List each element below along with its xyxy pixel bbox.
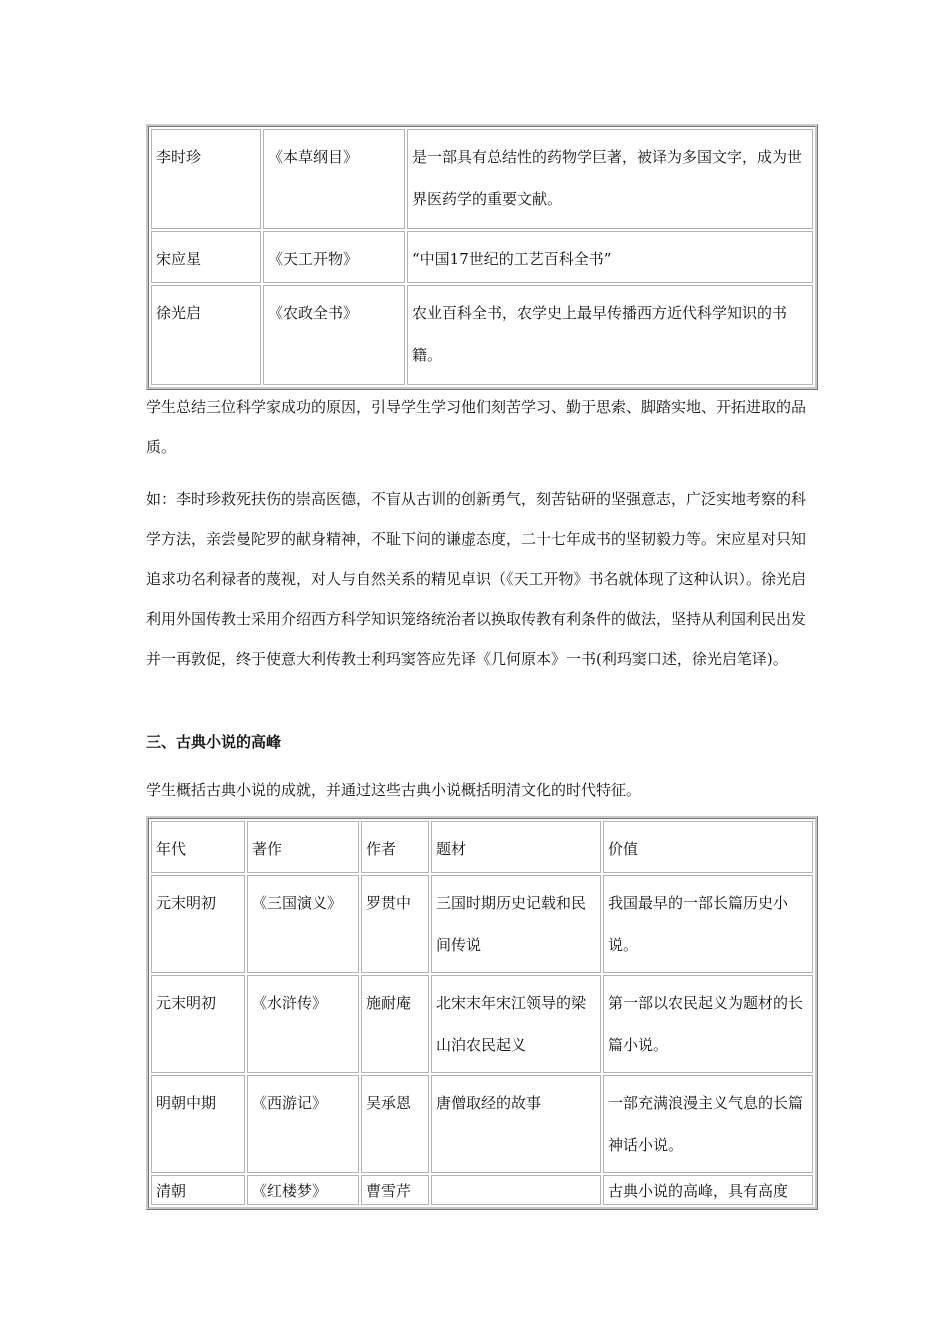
author-text: 曹雪芹 xyxy=(366,1182,412,1200)
scientists-table xyxy=(146,124,818,390)
novels-table xyxy=(146,816,818,1210)
work-description: 农业百科全书，农学史上最早传播西方近代科学知识的书籍。 xyxy=(407,285,813,385)
author-cell: 施耐庵 xyxy=(361,975,429,1073)
section-heading: 三、古典小说的高峰 xyxy=(146,733,282,751)
author-cell: 吴承恩 xyxy=(361,1075,429,1173)
work-cell: 《水浒传》 xyxy=(247,975,359,1073)
intro-paragraph: 学生概括古典小说的成就，并通过这些古典小说概括明清文化的时代特征。 xyxy=(146,781,642,799)
theme-cell: 三国时期历史记载和民间传说 xyxy=(431,875,601,973)
era-cell: 元末明初 xyxy=(151,975,245,1073)
era-cell xyxy=(151,1175,245,1205)
scientist-name: 徐光启 xyxy=(151,285,261,385)
value-cell xyxy=(603,1175,813,1205)
theme-cell xyxy=(431,1175,601,1205)
era-text: 清朝 xyxy=(156,1182,187,1200)
work-description: “中国17世纪的工艺百科全书” xyxy=(407,231,813,283)
table-row xyxy=(151,231,813,283)
work-cell: 《三国演义》 xyxy=(247,875,359,973)
value-cell: 第一部以农民起义为题材的长篇小说。 xyxy=(603,975,813,1073)
summary-paragraph: 学生总结三位科学家成功的原因，引导学生学习他们刻苦学习、勤于思索、脚踏实地、开拓进取的品质。 xyxy=(146,398,807,456)
work-cell xyxy=(247,1175,359,1205)
value-cell: 一部充满浪漫主义气息的长篇神话小说。 xyxy=(603,1075,813,1173)
work-text: 《红楼梦》 xyxy=(252,1182,328,1200)
theme-cell: 北宋末年宋江领导的梁山泊农民起义 xyxy=(431,975,601,1073)
author-cell: 罗贯中 xyxy=(361,875,429,973)
work-description: 是一部具有总结性的药物学巨著，被译为多国文字，成为世界医药学的重要文献。 xyxy=(407,129,813,229)
example-paragraph: 如：李时珍救死扶伤的崇高医德，不盲从古训的创新勇气，刻苦钻研的坚强意志，广泛实地考察的科学方法，亲尝曼陀罗的献身精神，不耻下问的谦虚态度，二十七年成书的坚韧毅力等。宋应星对只知追求功名利禄者的蔑视，对人与自然关系的精见卓识（《天工开物》书名就体现了这种认识）。徐光启利用外国传教士采用介绍西方科学知识笼络统治者以换取传教有利条件的做法，坚持从利国利民出发并一再敦促，终于使意大利传教士利玛窦答应先译《几何原本》一书(利玛窦口述，徐光启笔译)。 xyxy=(146,490,807,668)
header-author: 作者 xyxy=(361,821,429,873)
header-value: 价值 xyxy=(603,821,813,873)
table-row xyxy=(151,1175,813,1205)
table-row xyxy=(151,975,813,1073)
table-row xyxy=(151,1075,813,1173)
work-title: 《本草纲目》 xyxy=(263,129,405,229)
header-work: 著作 xyxy=(247,821,359,873)
header-theme: 题材 xyxy=(431,821,601,873)
table-row xyxy=(151,285,813,385)
value-cell: 我国最早的一部长篇历史小说。 xyxy=(603,875,813,973)
table-row xyxy=(151,129,813,229)
scientist-name: 李时珍 xyxy=(151,129,261,229)
theme-cell: 唐僧取经的故事 xyxy=(431,1075,601,1173)
author-cell xyxy=(361,1175,429,1205)
scientist-name: 宋应星 xyxy=(151,231,261,283)
era-cell: 明朝中期 xyxy=(151,1075,245,1173)
header-era: 年代 xyxy=(151,821,245,873)
value-text: 古典小说的高峰，具有高度 xyxy=(608,1182,789,1200)
era-cell: 元末明初 xyxy=(151,875,245,973)
theme-text xyxy=(436,1176,594,1200)
table-header-row xyxy=(151,821,813,873)
work-cell: 《西游记》 xyxy=(247,1075,359,1173)
work-title: 《农政全书》 xyxy=(263,285,405,385)
table-row xyxy=(151,875,813,973)
work-title: 《天工开物》 xyxy=(263,231,405,283)
